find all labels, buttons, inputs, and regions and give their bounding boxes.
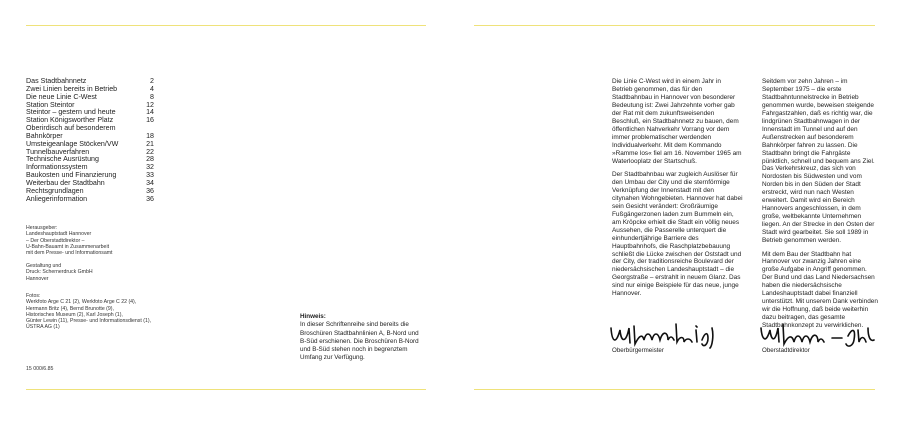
toc-title: Umsteigeanlage Stöcken/VW	[26, 139, 119, 148]
toc-page-number: 22	[146, 147, 154, 156]
paragraph: Der Stadtbahnbau war zugleich Auslöser für den Umbau der City und die sternförmige Verknüpfung der Innenstadt mit den citynahen Wohngebieten. Hannover hat dabei sein Gesicht verändert: Großräumige Fußgängerzonen laden zum Bummeln ein, am Kröpcke erhielt die Stadt ein völlig neues Aussehen, die Passerelle unterquert die einhundertjährige Barriere des Hauptbahnhofs, die Raschplatzbebauung schließt die Lücke zwischen der Oststadt und der City, der traditionsreiche Boulevard der niedersächsischen Landeshauptstadt – die Georgstraße – erstrahlt in neuem Glanz. Das sind nur einige Beispiele für das neue, junge Hannover.	[612, 170, 743, 298]
bottom-rule-right	[474, 389, 875, 390]
print-run: 15 000/6.85	[26, 366, 54, 372]
signature-oberstadtdirektor	[758, 318, 878, 350]
toc-title: Rechtsgrundlagen	[26, 186, 84, 195]
role-oberstadtdirektor: Oberstadtdirektor	[762, 347, 810, 354]
paragraph: Seitdem vor zehn Jahren – im September 1975 – die erste Stadtbahntunnelstrecke in Betrieb genommen wurde, beweisen steigende Fahrgastzahlen, daß es richtig war, die lindgrünen Stadtbahnwagen in der Innenstadt im Tunnel und auf den Außenstrecken auf besonderem Bahnkörper fahren zu lassen. Die Stadtbahn bringt die Fahrgäste pünktlich, schnell und bequem ans Ziel. Das Verkehrskreuz, das sich von Nordosten bis Südwesten und vom Norden bis in den Süden der Stadt erstreckt, wird nun nach Westen erweitert. Damit wird ein Bereich Hannovers angeschlossen, in dem große, weltbekannte Unternehmen liegen. An der Strecke in den Osten der Stadt wird gearbeitet. Sie soll 1989 in Betrieb genommen werden.	[762, 78, 875, 245]
toc-title: Weiterbau der Stadtbahn	[26, 178, 105, 187]
photo-credits: Fotos: Werkfoto Arge C 21 (2), Werkfoto Arge C 22 (4), Hermann Britz (4), Bernd Brunotte (9), Historisches Museum (2), Karl Joseph (1), Günter Lewin (11), Presse- und Informationsdienst (1), ÜSTRA AG (1)	[26, 293, 152, 331]
toc-title: Anliegerinformation	[26, 194, 88, 203]
toc-page-number: 34	[146, 178, 154, 187]
toc-entry	[26, 196, 154, 204]
table-of-contents	[26, 78, 154, 204]
hinweis-heading: Hinweis:	[300, 313, 326, 320]
toc-title: Baukosten und Finanzierung	[26, 171, 117, 180]
top-rule-left	[26, 25, 426, 26]
hinweis-text: In dieser Schriftenreihe sind bereits die Broschüren Stadtbahnlinien A, B-Nord und B-Süd erschienen. Die Broschüren B-Nord und B-Süd stehen noch in begrenztem Umfang zur Verfügung.	[300, 321, 419, 362]
toc-page-number: 2	[150, 77, 154, 85]
toc-page-number: 33	[146, 171, 154, 180]
hinweis-box	[300, 313, 424, 363]
role-oberbuergermeister: Oberbürgermeister	[612, 347, 664, 354]
paragraph: Die Linie C-West wird in einem Jahr in Betrieb genommen, das für den Stadtbahnbau in Hannover von besonderer Bedeutung ist: Zwei Jahrzehnte vorher gab der Rat mit dem zukunftsweisenden Beschluß, ein Stadtbahnnetz zu bauen, dem öffentlichen Nahverkehr Vorrang vor dem immer problematischer werdenden Individualverkehr. Mit dem Kommando »Ramme los« fiel am 16. November 1965 am Waterlooplatz der Startschuß.	[612, 78, 742, 165]
toc-title: Zwei Linien bereits in Betrieb	[26, 84, 118, 93]
text-column-1	[612, 78, 743, 304]
toc-page-number: 16	[146, 116, 154, 125]
design-print-info: Gestaltung und Druck: Schernerdruck GmbH Hannover	[26, 263, 93, 282]
toc-title: Das Stadtbahnnetz	[26, 77, 87, 85]
toc-page-number: 32	[146, 163, 154, 172]
paragraph: Mit dem Bau der Stadtbahn hat Hannover vor zwanzig Jahren eine große Aufgabe in Angriff genommen. Der Bund und das Land Niedersachsen haben die niedersächsische Landeshauptstadt dabei finanziell unterstützt. Mit unserem Dank verbinden wir die Hoffnung, daß beide weiterhin dazu beitragen, das gesamte Stadtbahnkonzept zu verwirklichen.	[762, 250, 878, 330]
toc-page-number: 36	[146, 186, 154, 195]
toc-page-number: 21	[146, 139, 154, 148]
signature-oberbuergermeister	[608, 318, 723, 350]
bottom-rule-left	[26, 389, 426, 390]
toc-page-number: 14	[146, 108, 154, 117]
toc-title: Station Steintor	[26, 100, 75, 109]
toc-page-number: 28	[146, 155, 154, 164]
toc-title: Die neue Linie C-West	[26, 92, 97, 101]
toc-title: Bahnkörper	[26, 131, 63, 140]
toc-title: Technische Ausrüstung	[26, 155, 99, 164]
toc-page-number: 36	[146, 194, 154, 203]
toc-page-number: 8	[150, 92, 154, 101]
toc-title: Tunnelbauverfahren	[26, 147, 90, 156]
toc-page-number: 12	[146, 100, 154, 109]
toc-page-number: 4	[150, 84, 154, 93]
toc-page-number: 18	[146, 131, 154, 140]
toc-title: Steintor – gestern und heute	[26, 108, 116, 117]
text-column-2	[762, 78, 878, 336]
publisher-info: Herausgeber: Landeshauptstadt Hannover – Der Oberstadtdirektor – U-Bahn-Bauamt in Zusammenarbeit mit dem Presse- und Informationsamt	[26, 225, 113, 257]
toc-title: Station Königsworther Platz	[26, 116, 114, 125]
toc-title: Informationssystem	[26, 163, 88, 172]
toc-title: Oberirdisch auf besonderem	[26, 124, 116, 133]
top-rule-right	[474, 25, 875, 26]
